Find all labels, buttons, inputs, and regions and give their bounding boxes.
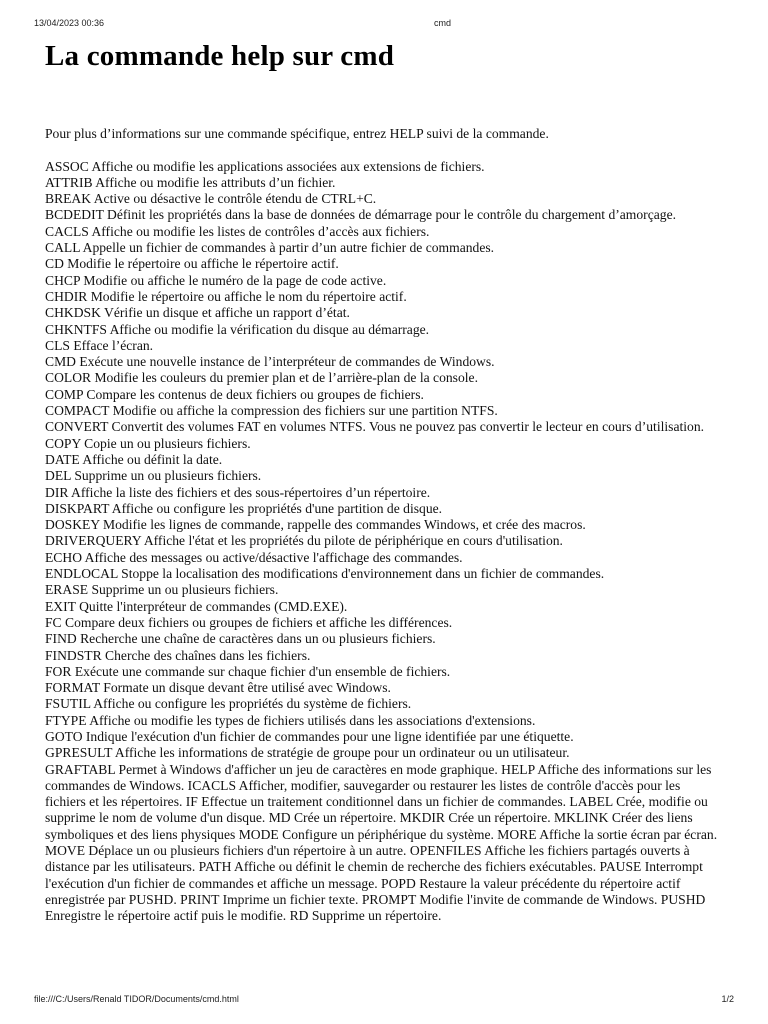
command-item: DATE Affiche ou définit la date. <box>45 451 223 467</box>
command-item: ENDLOCAL Stoppe la localisation des modifications d'environnement dans un fichier de commandes. <box>45 566 605 582</box>
command-item: CLS Efface l’écran. <box>45 337 154 353</box>
command-item: COMP Compare les contenus de deux fichiers ou groupes de fichiers. <box>45 386 424 402</box>
command-item: ECHO Affiche des messages ou active/désactive l'affichage des commandes. <box>45 549 463 565</box>
command-item: CACLS Affiche ou modifie les listes de contrôles d’accès aux fichiers. <box>45 223 430 239</box>
command-item: CHKNTFS Affiche ou modifie la vérification du disque au démarrage. <box>45 321 430 337</box>
print-header <box>34 18 734 32</box>
command-item: FTYPE Affiche ou modifie les types de fichiers utilisés dans les associations d'extensions. <box>45 712 536 728</box>
print-footer <box>34 994 734 1008</box>
intro-paragraph: Pour plus d’informations sur une commande spécifique, entrez HELP suivi de la commande. <box>45 126 549 141</box>
command-item: FC Compare deux fichiers ou groupes de fichiers et affiche les différences. <box>45 614 453 630</box>
command-item: CMD Exécute une nouvelle instance de l’interpréteur de commandes de Windows. <box>45 354 495 370</box>
command-item: FINDSTR Cherche des chaînes dans les fichiers. <box>45 647 311 663</box>
command-item: COLOR Modifie les couleurs du premier plan et de l’arrière-plan de la console. <box>45 370 478 386</box>
command-item: CHCP Modifie ou affiche le numéro de la page de code active. <box>45 272 387 288</box>
command-list <box>45 159 721 762</box>
command-item: DRIVERQUERY Affiche l'état et les propriétés du pilote de périphérique en cours d'utilisation. <box>45 533 563 549</box>
command-item: CHKDSK Vérifie un disque et affiche un rapport d’état. <box>45 305 350 321</box>
command-item: CONVERT Convertit des volumes FAT en volumes NTFS. Vous ne pouvez pas convertir le lecteur en cours d’utilisation. <box>45 419 705 435</box>
command-item: CD Modifie le répertoire ou affiche le répertoire actif. <box>45 256 339 272</box>
print-datetime: 13/04/2023 00:36 <box>34 18 105 28</box>
file-path: file:///C:/Users/Renald TIDOR/Documents/cmd.html <box>34 994 239 1004</box>
command-item: FOR Exécute une commande sur chaque fichier d'un ensemble de fichiers. <box>45 663 451 679</box>
command-item: BREAK Active ou désactive le contrôle étendu de CTRL+C. <box>45 191 377 207</box>
page-number: 1/2 <box>721 994 734 1004</box>
print-page-title: cmd <box>434 18 452 28</box>
command-item: COMPACT Modifie ou affiche la compression des fichiers sur une partition NTFS. <box>45 403 498 419</box>
command-item: ASSOC Affiche ou modifie les applications associées aux extensions de fichiers. <box>45 158 485 174</box>
command-item: GPRESULT Affiche les informations de stratégie de groupe pour un ordinateur ou un utilisateur. <box>45 745 570 761</box>
command-item: DIR Affiche la liste des fichiers et des sous-répertoires d’un répertoire. <box>45 484 431 500</box>
command-item: ATTRIB Affiche ou modifie les attributs d’un fichier. <box>45 174 336 190</box>
command-item: DEL Supprime un ou plusieurs fichiers. <box>45 468 262 484</box>
document-title: La commande help sur cmd <box>45 40 395 72</box>
command-item: GOTO Indique l'exécution d'un fichier de commandes pour une ligne identifiée par une étiquette. <box>45 728 574 744</box>
command-item: CHDIR Modifie le répertoire ou affiche le nom du répertoire actif. <box>45 288 407 304</box>
command-item: BCDEDIT Définit les propriétés dans la base de données de démarrage pour le contrôle du chargement d’amorçage. <box>45 207 677 223</box>
command-item: EXIT Quitte l'interpréteur de commandes (CMD.EXE). <box>45 598 348 614</box>
command-item: DOSKEY Modifie les lignes de commande, rappelle des commandes Windows, et crée des macros. <box>45 517 586 533</box>
command-item: COPY Copie un ou plusieurs fichiers. <box>45 435 251 451</box>
command-item: FORMAT Formate un disque devant être utilisé avec Windows. <box>45 680 391 696</box>
document-body <box>45 126 721 925</box>
command-item: CALL Appelle un fichier de commandes à partir d’un autre fichier de commandes. <box>45 240 495 256</box>
commands-paragraph: GRAFTABL Permet à Windows d'afficher un jeu de caractères en mode graphique. HELP Affiche des informations sur les commandes de Windows. ICACLS Afficher, modifier, sauvegarder ou restaurer les listes de contrôle d'accès pour les fichiers et les répertoires. IF Effectue un traitement conditionnel dans un fichier de commandes. LABEL Crée, modifie ou supprime le nom de volume d'un disque. MD Crée un répertoire. MKDIR Crée un répertoire. MKLINK Créer des liens symboliques et des liens physiques MODE Configure un périphérique du système. MORE Affiche la sortie écran par écran. MOVE Déplace un ou plusieurs fichiers d'un répertoire à un autre. OPENFILES Affiche les fichiers partagés ouverts à distance par les utilisateurs. PATH Affiche ou définit le chemin de recherche des fichiers exécutables. PAUSE Interrompt l'exécution d'un fichier de commandes et affiche un message. POPD Restaure la valeur précédente du répertoire actif enregistrée par PUSHD. PRINT Imprime un fichier texte. PROMPT Modifie l'invite de commande de Windows. PUSHD Enregistre le répertoire actif puis le modifie. RD Supprime un répertoire. <box>45 761 718 924</box>
command-item: FSUTIL Affiche ou configure les propriétés du système de fichiers. <box>45 696 412 712</box>
command-item: ERASE Supprime un ou plusieurs fichiers. <box>45 582 279 598</box>
command-item: FIND Recherche une chaîne de caractères dans un ou plusieurs fichiers. <box>45 631 436 647</box>
command-item: DISKPART Affiche ou configure les propriétés d'une partition de disque. <box>45 500 443 516</box>
